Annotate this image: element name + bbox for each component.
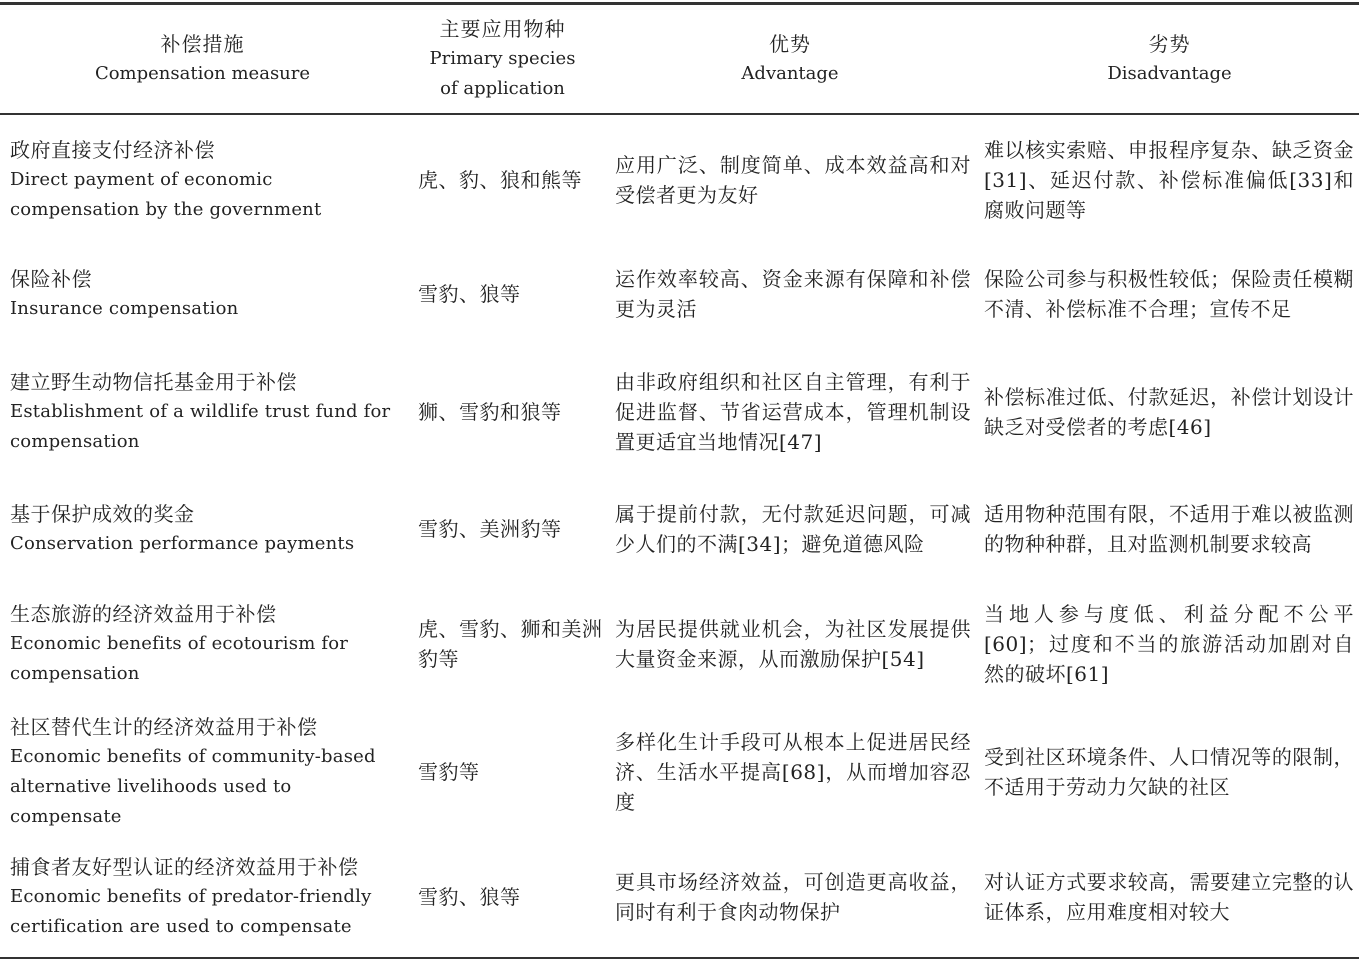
table-bottom-rule xyxy=(0,957,1359,959)
table-header-rule xyxy=(0,113,1359,115)
cell-measure xyxy=(10,712,395,832)
measure-en: Economic benefits of ecotourism for compensation xyxy=(10,633,349,684)
cell-measure xyxy=(10,484,395,574)
measure-en: Direct payment of economic compensation by the government xyxy=(10,169,322,220)
header-species-zh: 主要应用物种 xyxy=(439,17,566,41)
measure-en: Conservation performance payments xyxy=(10,533,355,554)
header-measure-zh: 补偿措施 xyxy=(160,32,245,56)
measure-zh: 政府直接支付经济补偿 xyxy=(10,138,215,162)
header-measure xyxy=(0,5,405,113)
table-row xyxy=(0,584,1359,704)
measure-en: Economic benefits of community-based alternative livelihoods used to compensate xyxy=(10,746,376,827)
table-row xyxy=(0,840,1359,954)
cell-advantage: 应用广泛、制度简单、成本效益高和对受偿者更为友好 xyxy=(615,153,971,207)
measure-zh: 保险补偿 xyxy=(10,267,92,291)
cell-measure xyxy=(10,584,395,704)
measure-en: Economic benefits of predator-friendly certification are used to compensate xyxy=(10,886,372,937)
measure-en: Establishment of a wildlife trust fund for compensation xyxy=(10,401,391,452)
cell-disadvantage: 受到社区环境条件、人口情况等的限制，不适用于劳动力欠缺的社区 xyxy=(984,745,1354,799)
table-header xyxy=(0,5,1359,113)
measure-zh: 生态旅游的经济效益用于补偿 xyxy=(10,602,277,626)
cell-disadvantage: 难以核实索赔、申报程序复杂、缺乏资金[31]、延迟付款、补偿标准偏低[33]和腐败问题等 xyxy=(984,138,1354,222)
header-disadvantage-en: Disadvantage xyxy=(1107,63,1232,84)
table-row xyxy=(0,118,1359,242)
measure-en: Insurance compensation xyxy=(10,298,239,319)
cell-measure xyxy=(10,840,395,954)
measure-zh: 捕食者友好型认证的经济效益用于补偿 xyxy=(10,855,359,879)
cell-species: 虎、雪豹、狮和美洲豹等 xyxy=(418,617,603,671)
cell-measure xyxy=(10,118,395,242)
measure-zh: 社区替代生计的经济效益用于补偿 xyxy=(10,715,318,739)
header-species-en2: of application xyxy=(440,78,565,99)
measure-zh: 建立野生动物信托基金用于补偿 xyxy=(10,370,297,394)
header-species-en1: Primary species xyxy=(429,48,576,69)
table-row xyxy=(0,484,1359,574)
cell-disadvantage: 对认证方式要求较高，需要建立完整的认证体系，应用难度相对较大 xyxy=(984,870,1354,924)
table-row xyxy=(0,712,1359,832)
cell-advantage: 更具市场经济效益，可创造更高收益，同时有利于食肉动物保护 xyxy=(615,870,971,924)
cell-disadvantage: 补偿标准过低、付款延迟，补偿计划设计缺乏对受偿者的考虑[46] xyxy=(984,385,1354,439)
cell-species: 雪豹等 xyxy=(418,760,480,784)
cell-disadvantage: 保险公司参与积极性较低；保险责任模糊不清、补偿标准不合理；宣传不足 xyxy=(984,267,1354,321)
cell-species: 雪豹、狼等 xyxy=(418,885,521,909)
header-advantage-zh: 优势 xyxy=(769,32,811,56)
table-row xyxy=(0,252,1359,336)
cell-disadvantage: 适用物种范围有限，不适用于难以被监测的物种种群，且对监测机制要求较高 xyxy=(984,502,1354,556)
cell-measure xyxy=(10,252,395,336)
cell-species: 虎、豹、狼和熊等 xyxy=(418,168,582,192)
header-advantage-en: Advantage xyxy=(741,63,839,84)
cell-advantage: 属于提前付款，无付款延迟问题，可减少人们的不满[34]；避免道德风险 xyxy=(615,502,971,556)
cell-advantage: 运作效率较高、资金来源有保障和补偿更为灵活 xyxy=(615,267,971,321)
cell-disadvantage: 当地人参与度低、利益分配不公平[60]；过度和不当的旅游活动加剧对自然的破坏[61] xyxy=(984,602,1354,686)
cell-advantage: 为居民提供就业机会，为社区发展提供大量资金来源，从而激励保护[54] xyxy=(615,617,971,671)
header-advantage xyxy=(600,5,980,113)
cell-advantage: 多样化生计手段可从根本上促进居民经济、生活水平提高[68]，从而增加容忍度 xyxy=(615,730,971,814)
table-row xyxy=(0,352,1359,472)
header-measure-en: Compensation measure xyxy=(94,63,311,84)
cell-measure xyxy=(10,352,395,472)
measure-zh: 基于保护成效的奖金 xyxy=(10,502,195,526)
cell-species: 狮、雪豹和狼等 xyxy=(418,400,562,424)
header-disadvantage-zh: 劣势 xyxy=(1148,32,1191,56)
cell-advantage: 由非政府组织和社区自主管理，有利于促进监督、节省运营成本，管理机制设置更适宜当地情况[47] xyxy=(615,370,971,454)
cell-species: 雪豹、狼等 xyxy=(418,282,521,306)
cell-species: 雪豹、美洲豹等 xyxy=(418,517,562,541)
header-species xyxy=(405,5,600,113)
header-disadvantage xyxy=(980,5,1359,113)
